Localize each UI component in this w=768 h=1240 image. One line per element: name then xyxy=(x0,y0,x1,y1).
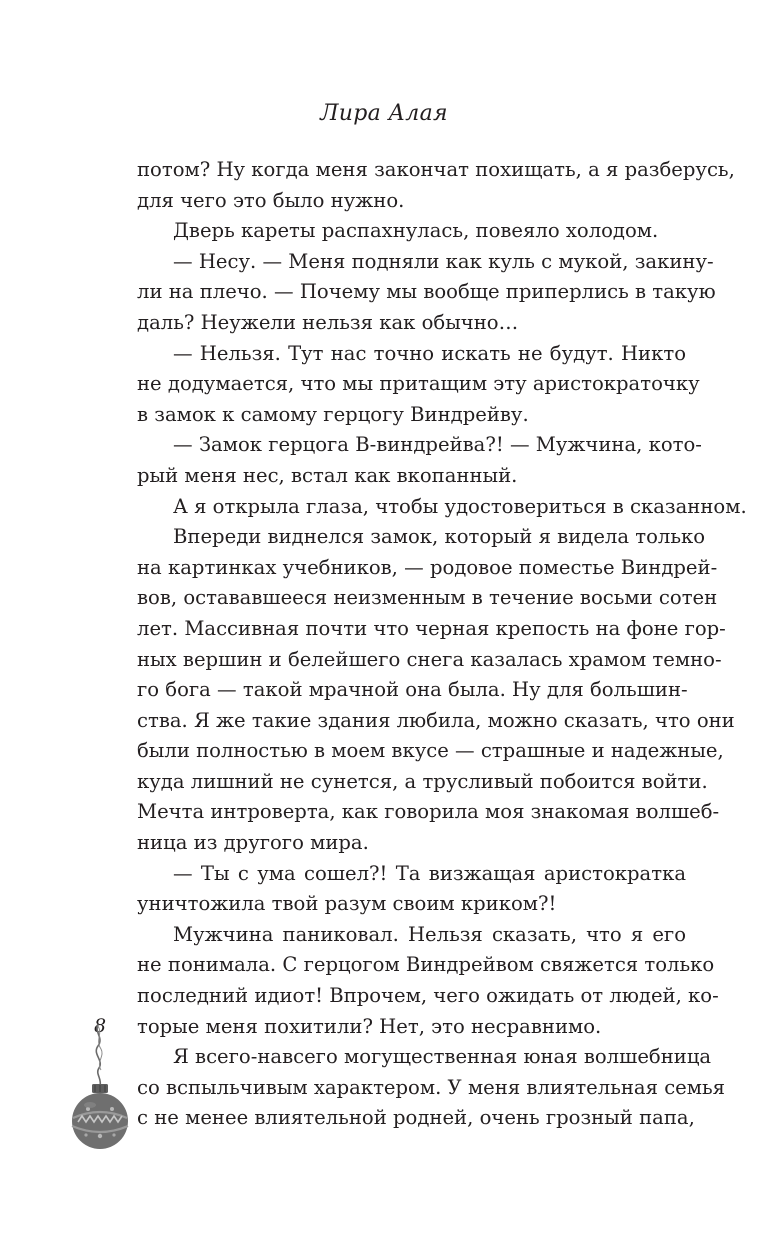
text-line: — Ты с ума сошел?! Та визжащая аристократка xyxy=(173,861,686,885)
text-line: Дверь кареты распахнулась, повеяло холодом. xyxy=(173,219,659,243)
text-line: куда лишний не сунется, а трусливый побоится войти. xyxy=(137,769,708,793)
text-line: торые меня похитили? Нет, это несравнимо. xyxy=(137,1014,602,1038)
christmas-ornament-icon xyxy=(68,1022,132,1154)
text-line: Впереди виднелся замок, который я видела только xyxy=(173,525,706,549)
text-line: для чего это было нужно. xyxy=(137,188,405,212)
text-line: не понимала. С герцогом Виндрейвом свяжется только xyxy=(137,953,715,977)
text-line: А я открыла глаза, чтобы удостовериться в сказанном. xyxy=(173,494,747,518)
text-line: вов, остававшееся неизменным в течение восьми сотен xyxy=(137,586,718,610)
text-line: го бога — такой мрачной она была. Ну для большин- xyxy=(137,678,688,702)
text-line: уничтожила твой разум своим криком?! xyxy=(137,892,557,916)
text-line: с не менее влиятельной родней, очень грозный папа, xyxy=(137,1106,695,1130)
text-line: рый меня нес, встал как вкопанный. xyxy=(137,463,518,487)
text-line: — Замок герцога В-виндрейва?! — Мужчина, кото- xyxy=(173,433,702,457)
text-line: не додумается, что мы притащим эту аристократочку xyxy=(137,372,700,396)
page-number: 8 xyxy=(93,1015,107,1037)
text-line: Я всего-навсего могущественная юная волшебница xyxy=(173,1045,712,1069)
text-line: ли на плечо. — Почему мы вообще приперлись в такую xyxy=(137,280,716,304)
text-line: ства. Я же такие здания любила, можно сказать, что они xyxy=(137,708,735,732)
text-line: в замок к самому герцогу Виндрейву. xyxy=(137,402,529,426)
text-line: Мечта интроверта, как говорила моя знакомая волшеб- xyxy=(137,800,720,824)
text-line: потом? Ну когда меня закончат похищать, а я разберусь, xyxy=(137,158,735,181)
text-line: со вспыльчивым характером. У меня влиятельная семья xyxy=(137,1075,726,1099)
text-line: ница из другого мира. xyxy=(137,831,369,855)
text-line: последний идиот! Впрочем, чего ожидать от людей, ко- xyxy=(137,984,719,1008)
text-line: — Несу. — Меня подняли как куль с мукой, закину- xyxy=(173,249,714,273)
text-line: даль? Неужели нельзя как обычно… xyxy=(137,310,519,334)
text-line: ных вершин и белейшего снега казалась храмом темно- xyxy=(137,647,722,671)
text-line: Мужчина паниковал. Нельзя сказать, что я его xyxy=(173,922,686,946)
text-line: — Нельзя. Тут нас точно искать не будут. Никто xyxy=(173,341,686,365)
text-line: на картинках учебников, — родовое поместье Виндрей- xyxy=(137,555,718,579)
text-line: были полностью в моем вкусе — страшные и надежные, xyxy=(137,739,724,763)
body-text xyxy=(137,155,747,1134)
text-line: лет. Массивная почти что черная крепость на фоне гор- xyxy=(137,616,726,640)
running-head-author: Лира Алая xyxy=(320,101,448,126)
